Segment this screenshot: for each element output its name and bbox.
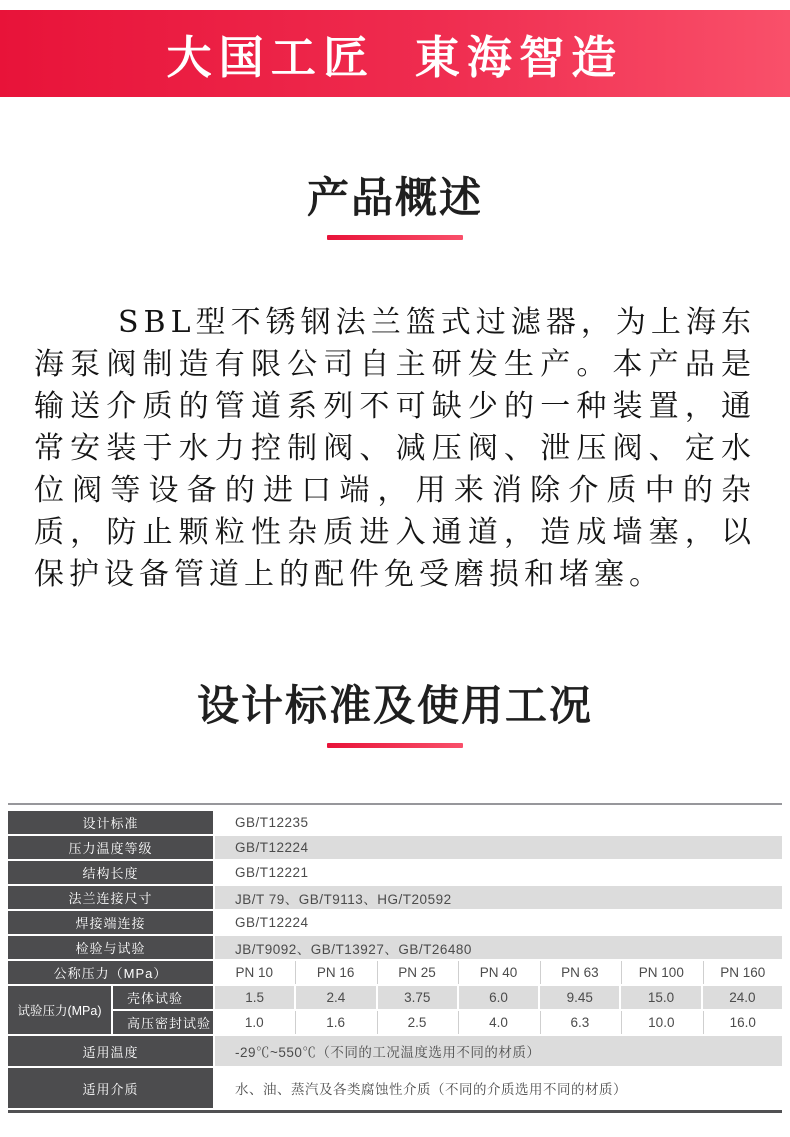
section-title-design-standards: 设计标准及使用工况 (196, 682, 593, 730)
cell-value: 6.0 (459, 986, 538, 1009)
row-label: 适用介质 (8, 1068, 213, 1108)
row-value: GB/T12224 (215, 836, 782, 859)
cell-value: 15.0 (621, 986, 700, 1009)
row-label: 焊接端连接 (8, 911, 213, 934)
table-row (8, 911, 782, 934)
row-label: 公称压力（MPa） (8, 961, 213, 984)
row-label: 压力温度等级 (8, 836, 213, 859)
row-value: 水、油、蒸汽及各类腐蚀性介质（不同的介质选用不同的材质） (215, 1068, 782, 1108)
pn-column-header: PN 63 (540, 961, 619, 984)
pn-column-header: PN 100 (621, 961, 700, 984)
pn-column-header: PN 10 (215, 961, 293, 984)
spec-table (8, 803, 782, 1113)
cell-value: 4.0 (458, 1011, 537, 1034)
table-row-applicable-temperature (8, 1036, 782, 1066)
section-underline-overview (327, 235, 463, 240)
cell-value: 24.0 (703, 986, 782, 1009)
table-row (8, 861, 782, 884)
table-row (8, 936, 782, 959)
pn-column-header: PN 16 (295, 961, 374, 984)
cell-value: 16.0 (703, 1011, 782, 1034)
cell-value: 3.75 (378, 986, 457, 1009)
cell-value: 2.4 (296, 986, 375, 1009)
section-title-product-overview: 产品概述 (306, 174, 483, 221)
cell-value: 1.0 (215, 1011, 293, 1034)
cell-value: 1.6 (295, 1011, 374, 1034)
table-row (8, 811, 782, 834)
row-value: GB/T12221 (215, 861, 782, 884)
row-label: 适用温度 (8, 1036, 213, 1066)
row-value: -29℃~550℃（不同的工况温度选用不同的材质） (215, 1036, 782, 1066)
banner-title: 大国工匠 東海智造 (166, 32, 624, 83)
row-label: 设计标准 (8, 811, 213, 834)
test-pressure-label: 试验压力(MPa) (8, 986, 111, 1034)
row-value: JB/T9092、GB/T13927、GB/T26480 (215, 936, 782, 959)
pn-column-header: PN 25 (377, 961, 456, 984)
row-value: GB/T12235 (215, 811, 782, 834)
cell-value: 2.5 (377, 1011, 456, 1034)
cell-value: 10.0 (621, 1011, 700, 1034)
pn-column-header: PN 160 (703, 961, 782, 984)
row-value: GB/T12224 (215, 911, 782, 934)
table-row-high-pressure-seal-test (113, 1011, 782, 1034)
table-row (8, 836, 782, 859)
cell-value: 6.3 (540, 1011, 619, 1034)
table-row-applicable-medium (8, 1068, 782, 1108)
top-banner (0, 10, 790, 97)
row-label: 检验与试验 (8, 936, 213, 959)
overview-paragraph: SBL型不锈钢法兰篮式过滤器，为上海东海泵阀制造有限公司自主研发生产。本产品是输送介质的管道系列不可缺少的一种装置，通常安装于水力控制阀、减压阀、泄压阀、定水位阀等设备的进口端，用来消除介质中的杂质，防止颗粒性杂质进入通道，造成墙塞，以保护设备管道上的配件免受磨损和堵塞。 (34, 305, 756, 593)
row-label: 法兰连接尺寸 (8, 886, 213, 909)
cell-value: 9.45 (540, 986, 619, 1009)
cell-value: 1.5 (215, 986, 294, 1009)
table-rowgroup-test-pressure (8, 986, 782, 1034)
table-row-shell-test (113, 986, 782, 1009)
table-row (8, 886, 782, 909)
row-sublabel: 高压密封试验 (113, 1011, 213, 1034)
row-sublabel: 壳体试验 (113, 986, 213, 1009)
row-value: JB/T 79、GB/T9113、HG/T20592 (215, 886, 782, 909)
row-label: 结构长度 (8, 861, 213, 884)
pn-column-header: PN 40 (458, 961, 537, 984)
section-underline-design-standards (327, 743, 463, 748)
table-row-nominal-pressure (8, 961, 782, 984)
